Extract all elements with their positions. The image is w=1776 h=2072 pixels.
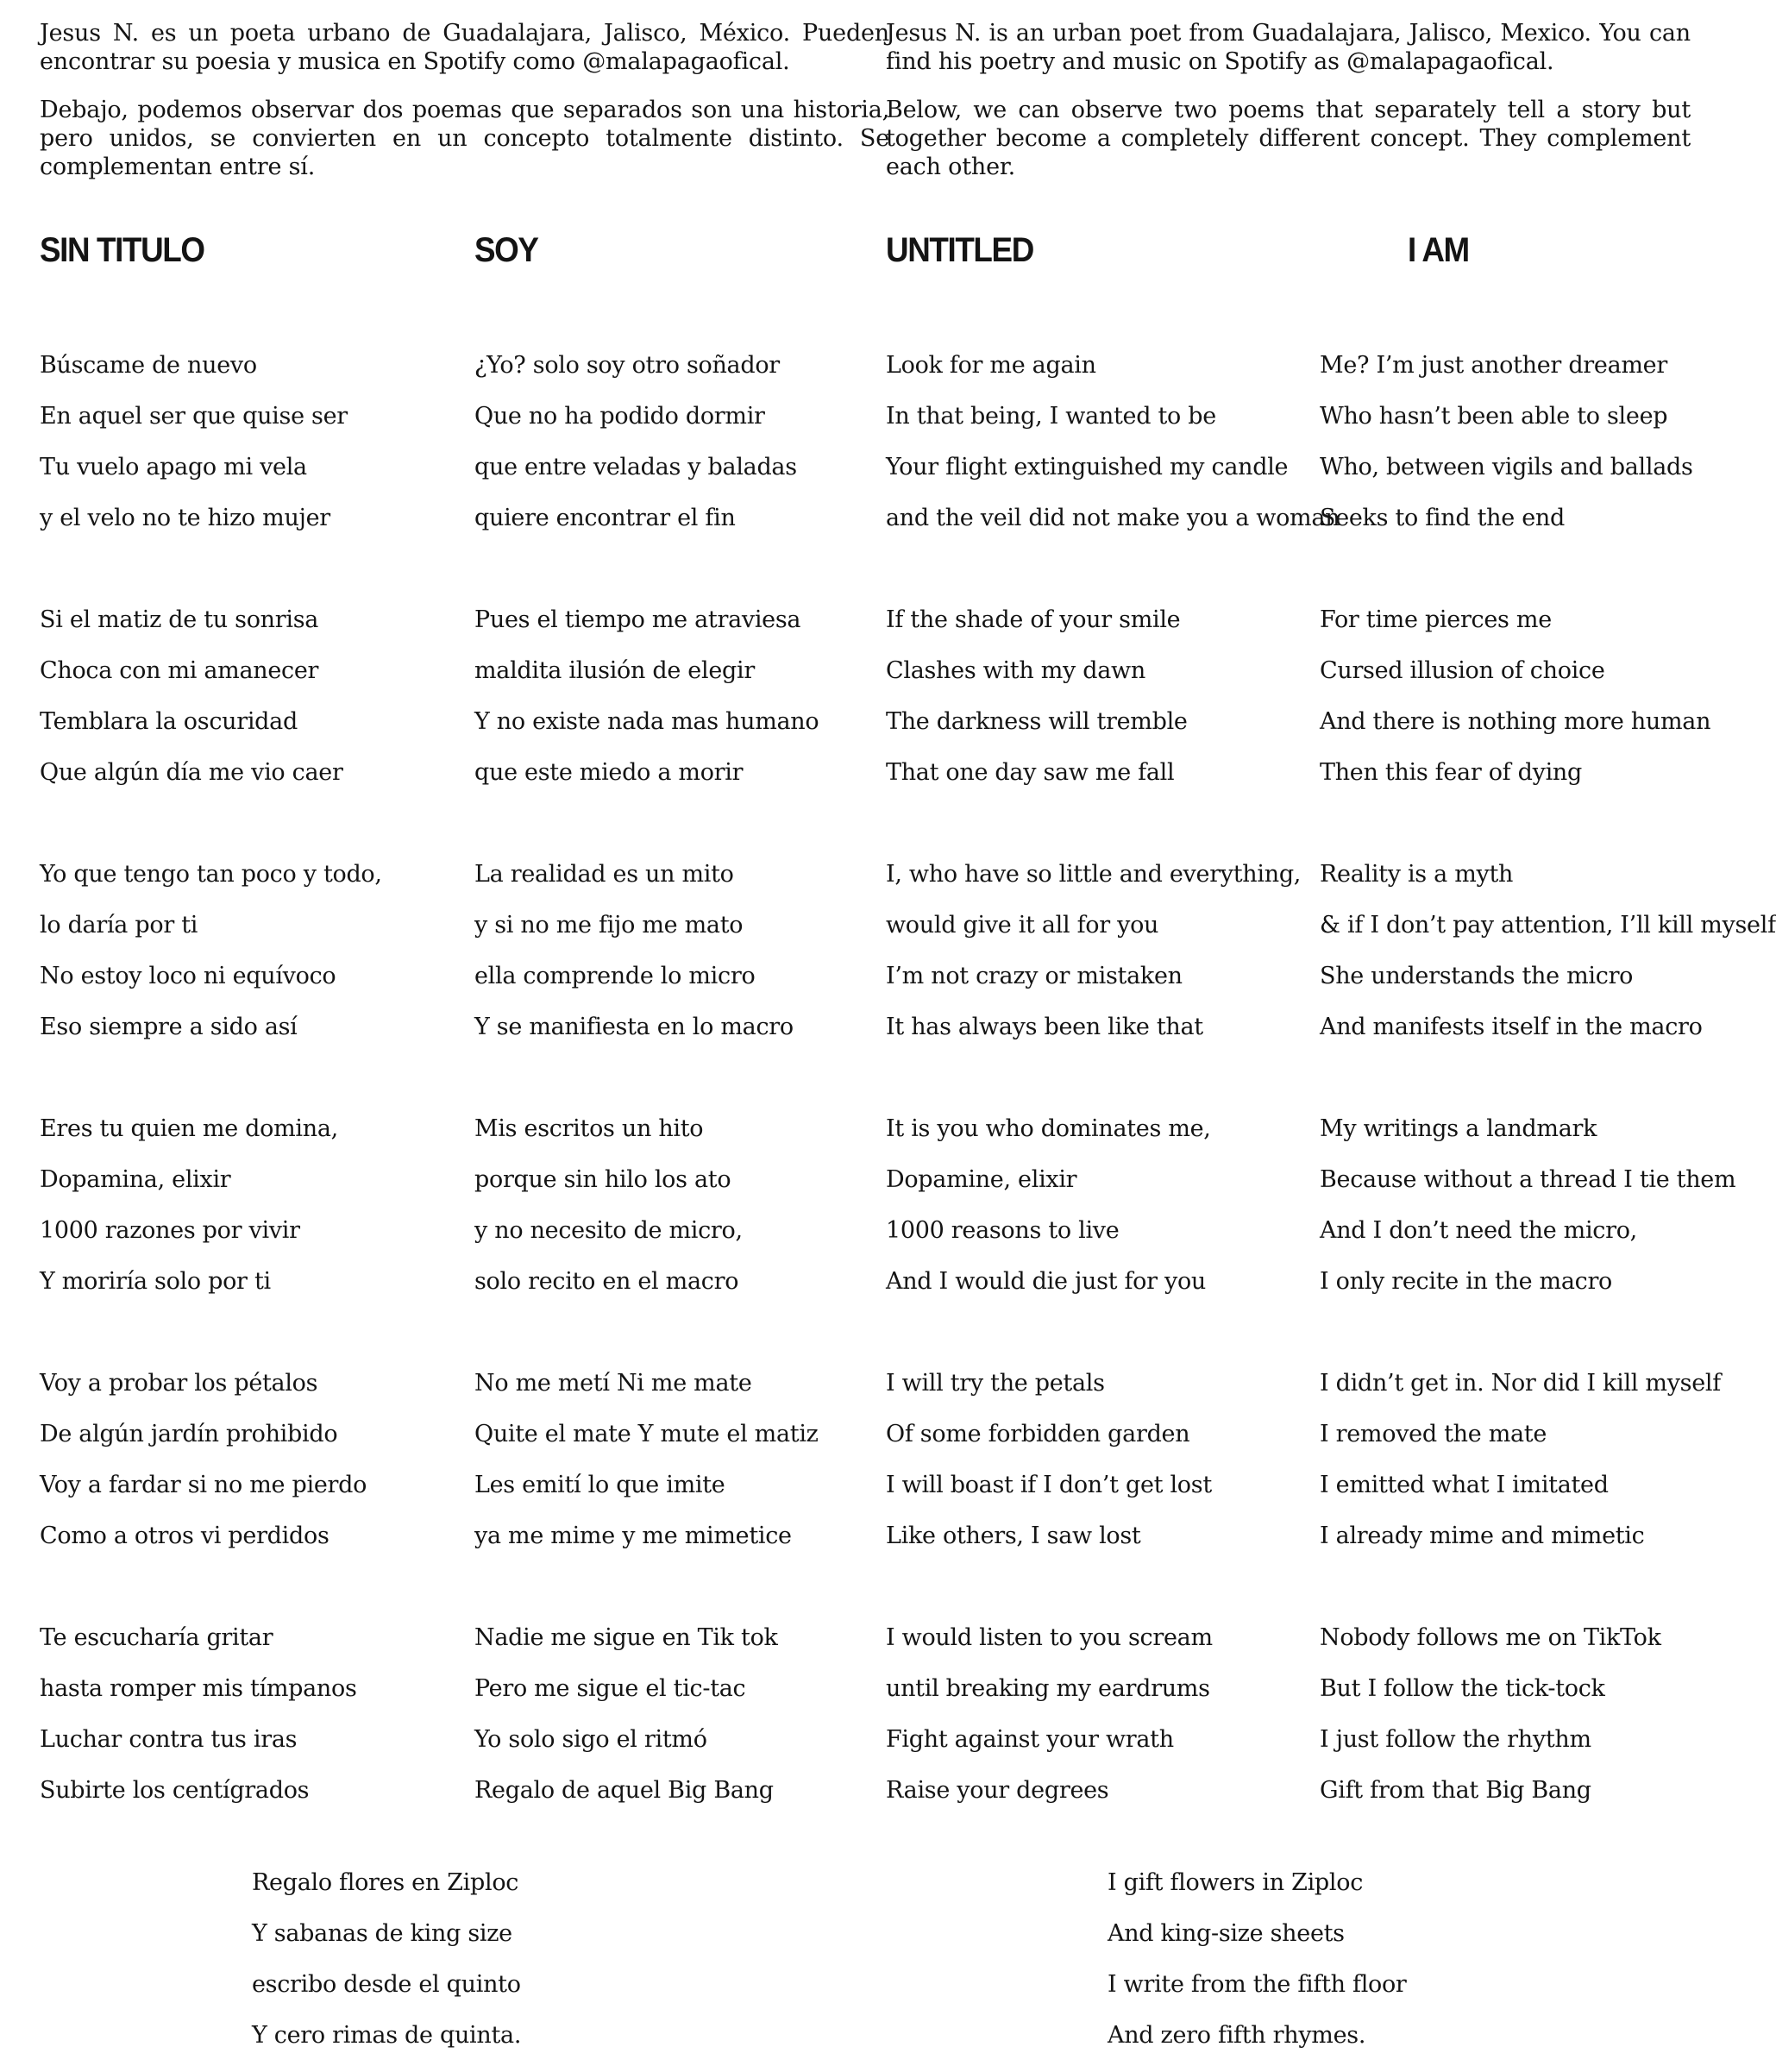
poem-line: Your flight extinguished my candle: [886, 454, 1289, 480]
poem-line: And there is nothing more human: [1320, 708, 1711, 735]
poem-line: I only recite in the macro: [1320, 1268, 1613, 1295]
poem-line: maldita ilusión de elegir: [474, 657, 755, 684]
poem-line: Luchar contra tus iras: [40, 1726, 298, 1753]
poem-line: No estoy loco ni equívoco: [40, 963, 336, 989]
poem-line: y no necesito de micro,: [474, 1217, 743, 1244]
poem-line: Te escucharía gritar: [40, 1624, 273, 1651]
poem-line: That one day saw me fall: [886, 759, 1175, 786]
poem-line: Regalo de aquel Big Bang: [474, 1777, 774, 1804]
poem-line: Then this fear of dying: [1320, 759, 1582, 786]
poem-line: No me metí Ni me mate: [474, 1370, 752, 1397]
coda-line: Y cero rimas de quinta.: [252, 2022, 522, 2049]
stanza: [40, 340, 480, 543]
poem-line: Temblara la oscuridad: [40, 708, 298, 735]
poem-line: I will boast if I don’t get lost: [886, 1472, 1212, 1498]
poem-line: La realidad es un mito: [474, 861, 734, 888]
poem-line: Y moriría solo por ti: [40, 1268, 271, 1295]
poem-line: y si no me fijo me mato: [474, 912, 744, 939]
stanza: [886, 1612, 1326, 1816]
poem-line: Y no existe nada mas humano: [474, 708, 819, 735]
coda-line: And zero fifth rhymes.: [1108, 2022, 1366, 2049]
poem-line: Dopamine, elixir: [886, 1166, 1077, 1193]
poem-line: And I would die just for you: [886, 1268, 1207, 1295]
stanza: [40, 594, 480, 798]
poem-line: Seeks to find the end: [1320, 505, 1565, 531]
poem-line: I emitted what I imitated: [1320, 1472, 1609, 1498]
stanza: [1320, 594, 1760, 798]
poem-line: porque sin hilo los ato: [474, 1166, 731, 1193]
poem-line: Clashes with my dawn: [886, 657, 1145, 684]
poem-line: I didn’t get in. Nor did I kill myself: [1320, 1370, 1721, 1397]
stanza: [40, 1612, 480, 1816]
poem-line: Because without a thread I tie them: [1320, 1166, 1736, 1193]
stanza: [474, 1612, 914, 1816]
poem-line: It is you who dominates me,: [886, 1115, 1211, 1142]
poem-line: Mis escritos un hito: [474, 1115, 704, 1142]
stanza: [886, 340, 1340, 543]
coda-line: I write from the fifth floor: [1108, 1971, 1407, 1998]
stanza: [1320, 1612, 1760, 1816]
poem-line: Me? I’m just another dreamer: [1320, 352, 1667, 379]
poem-line: Que algún día me vio caer: [40, 759, 343, 786]
poem-line: Reality is a myth: [1320, 861, 1514, 888]
coda-line: Y sabanas de king size: [252, 1920, 512, 1947]
poem-line: Nobody follows me on TikTok: [1320, 1624, 1661, 1651]
stanza: [1320, 1358, 1760, 1561]
poem-line: que este miedo a morir: [474, 759, 744, 786]
poem-line: would give it all for you: [886, 912, 1159, 939]
poem-line: And I don’t need the micro,: [1320, 1217, 1637, 1244]
poem-line: Yo solo sigo el ritmó: [474, 1726, 707, 1753]
stanza: [886, 1103, 1326, 1307]
poem-line: And manifests itself in the macro: [1320, 1014, 1703, 1040]
poem-line: Like others, I saw lost: [886, 1523, 1141, 1549]
poem-title-untitled: UNTITLED: [886, 231, 1033, 269]
poem-line: De algún jardín prohibido: [40, 1421, 338, 1447]
poem-line: ¿Yo? solo soy otro soñador: [474, 352, 780, 379]
coda-english: [1108, 1857, 1625, 2061]
intro-spanish: [40, 19, 889, 201]
poem-line: 1000 razones por vivir: [40, 1217, 300, 1244]
poem-line: ella comprende lo micro: [474, 963, 756, 989]
poem-line: 1000 reasons to live: [886, 1217, 1120, 1244]
intro-es-paragraph-1: Jesus N. es un poeta urbano de Guadalajara, Jalisco, México. Pueden encontrar su poesia y musica en Spotify como @malapagaofical.: [40, 20, 889, 75]
stanza: [886, 1358, 1326, 1561]
poem-title-i-am: I AM: [1408, 231, 1469, 269]
poem-line: Quite el mate Y mute el matiz: [474, 1421, 819, 1447]
poem-line: ya me mime y me mimetice: [474, 1523, 792, 1549]
poem-line: Pero me sigue el tic-tac: [474, 1675, 746, 1702]
poem-line: & if I don’t pay attention, I’ll kill myself: [1320, 912, 1776, 939]
poem-line: Fight against your wrath: [886, 1726, 1174, 1753]
poem-line: The darkness will tremble: [886, 708, 1188, 735]
stanza: [1320, 340, 1760, 543]
poem-title-sin-titulo: SIN TITULO: [40, 231, 204, 269]
poem-line: hasta romper mis tímpanos: [40, 1675, 357, 1702]
stanza: [1320, 849, 1776, 1052]
poem-line: que entre veladas y baladas: [474, 454, 797, 480]
poem-line: Nadie me sigue en Tik tok: [474, 1624, 778, 1651]
poem-line: My writings a landmark: [1320, 1115, 1597, 1142]
stanza: [474, 594, 914, 798]
coda-line: And king-size sheets: [1108, 1920, 1345, 1947]
poem-line: If the shade of your smile: [886, 606, 1181, 633]
poem-line: I just follow the rhythm: [1320, 1726, 1591, 1753]
poem-line: Si el matiz de tu sonrisa: [40, 606, 319, 633]
poem-line: Eso siempre a sido así: [40, 1014, 298, 1040]
coda-line: escribo desde el quinto: [252, 1971, 521, 1998]
poem-line: Who hasn’t been able to sleep: [1320, 403, 1668, 430]
poem-line: I would listen to you scream: [886, 1624, 1213, 1651]
poem-untitled: [886, 340, 1340, 1867]
poem-line: Raise your degrees: [886, 1777, 1109, 1804]
intro-en-paragraph-2: Below, we can observe two poems that separately tell a story but together become a completely different concept. They complement each other.: [886, 97, 1691, 180]
stanza: [40, 849, 480, 1052]
poem-line: until breaking my eardrums: [886, 1675, 1210, 1702]
poem-line: Tu vuelo apago mi vela: [40, 454, 307, 480]
intro-english: [886, 19, 1691, 201]
poem-line: Y se manifiesta en lo macro: [474, 1014, 794, 1040]
poem-line: I’m not crazy or mistaken: [886, 963, 1183, 989]
poem-line: Como a otros vi perdidos: [40, 1523, 329, 1549]
coda-line: I gift flowers in Ziploc: [1108, 1869, 1364, 1896]
poem-line: Who, between vigils and ballads: [1320, 454, 1693, 480]
poem-sin-titulo: [40, 340, 480, 1867]
stanza: [40, 1103, 480, 1307]
poem-line: For time pierces me: [1320, 606, 1552, 633]
intro-es-paragraph-2: Debajo, podemos observar dos poemas que separados son una historia, pero unidos, se convierten en un concepto totalmente distinto. Se complementan entre sí.: [40, 97, 889, 180]
poem-line: She understands the micro: [1320, 963, 1634, 989]
poem-line: Voy a probar los pétalos: [40, 1370, 318, 1397]
poem-line: y el velo no te hizo mujer: [40, 505, 330, 531]
stanza: [474, 849, 914, 1052]
stanza: [886, 594, 1326, 798]
poem-i-am: [1320, 340, 1776, 1867]
coda-line: Regalo flores en Ziploc: [252, 1869, 519, 1896]
poem-line: I already mime and mimetic: [1320, 1523, 1645, 1549]
poem-line: Búscame de nuevo: [40, 352, 257, 379]
poem-line: quiere encontrar el fin: [474, 505, 736, 531]
poem-line: In that being, I wanted to be: [886, 403, 1216, 430]
poem-title-soy: SOY: [474, 231, 538, 269]
poem-line: I will try the petals: [886, 1370, 1105, 1397]
poem-line: Les emití lo que imite: [474, 1472, 725, 1498]
poem-line: It has always been like that: [886, 1014, 1203, 1040]
poem-line: Dopamina, elixir: [40, 1166, 231, 1193]
intro-en-paragraph-1: Jesus N. is an urban poet from Guadalajara, Jalisco, Mexico. You can find his poetry and music on Spotify as @malapagaofical.: [886, 20, 1691, 75]
poem-line: Look for me again: [886, 352, 1096, 379]
poem-line: Pues el tiempo me atraviesa: [474, 606, 801, 633]
poem-line: But I follow the tick-tock: [1320, 1675, 1605, 1702]
poem-line: Que no ha podido dormir: [474, 403, 765, 430]
poem-line: and the veil did not make you a woman: [886, 505, 1340, 531]
stanza: [886, 849, 1326, 1052]
poem-line: Yo que tengo tan poco y todo,: [40, 861, 382, 888]
coda-spanish: [252, 1857, 769, 2061]
poem-line: Voy a fardar si no me pierdo: [40, 1472, 367, 1498]
stanza: [40, 1358, 480, 1561]
poem-line: lo daría por ti: [40, 912, 198, 939]
poem-line: Subirte los centígrados: [40, 1777, 310, 1804]
stanza: [474, 1103, 914, 1307]
poem-line: Of some forbidden garden: [886, 1421, 1190, 1447]
poem-line: I removed the mate: [1320, 1421, 1547, 1447]
poem-line: Cursed illusion of choice: [1320, 657, 1605, 684]
poem-line: Gift from that Big Bang: [1320, 1777, 1591, 1804]
poem-line: Choca con mi amanecer: [40, 657, 319, 684]
stanza: [1320, 1103, 1760, 1307]
poem-line: En aquel ser que quise ser: [40, 403, 348, 430]
poem-soy: [474, 340, 914, 1867]
stanza: [474, 1358, 914, 1561]
poem-line: I, who have so little and everything,: [886, 861, 1302, 888]
stanza: [474, 340, 914, 543]
poem-line: Eres tu quien me domina,: [40, 1115, 338, 1142]
poem-line: solo recito en el macro: [474, 1268, 739, 1295]
